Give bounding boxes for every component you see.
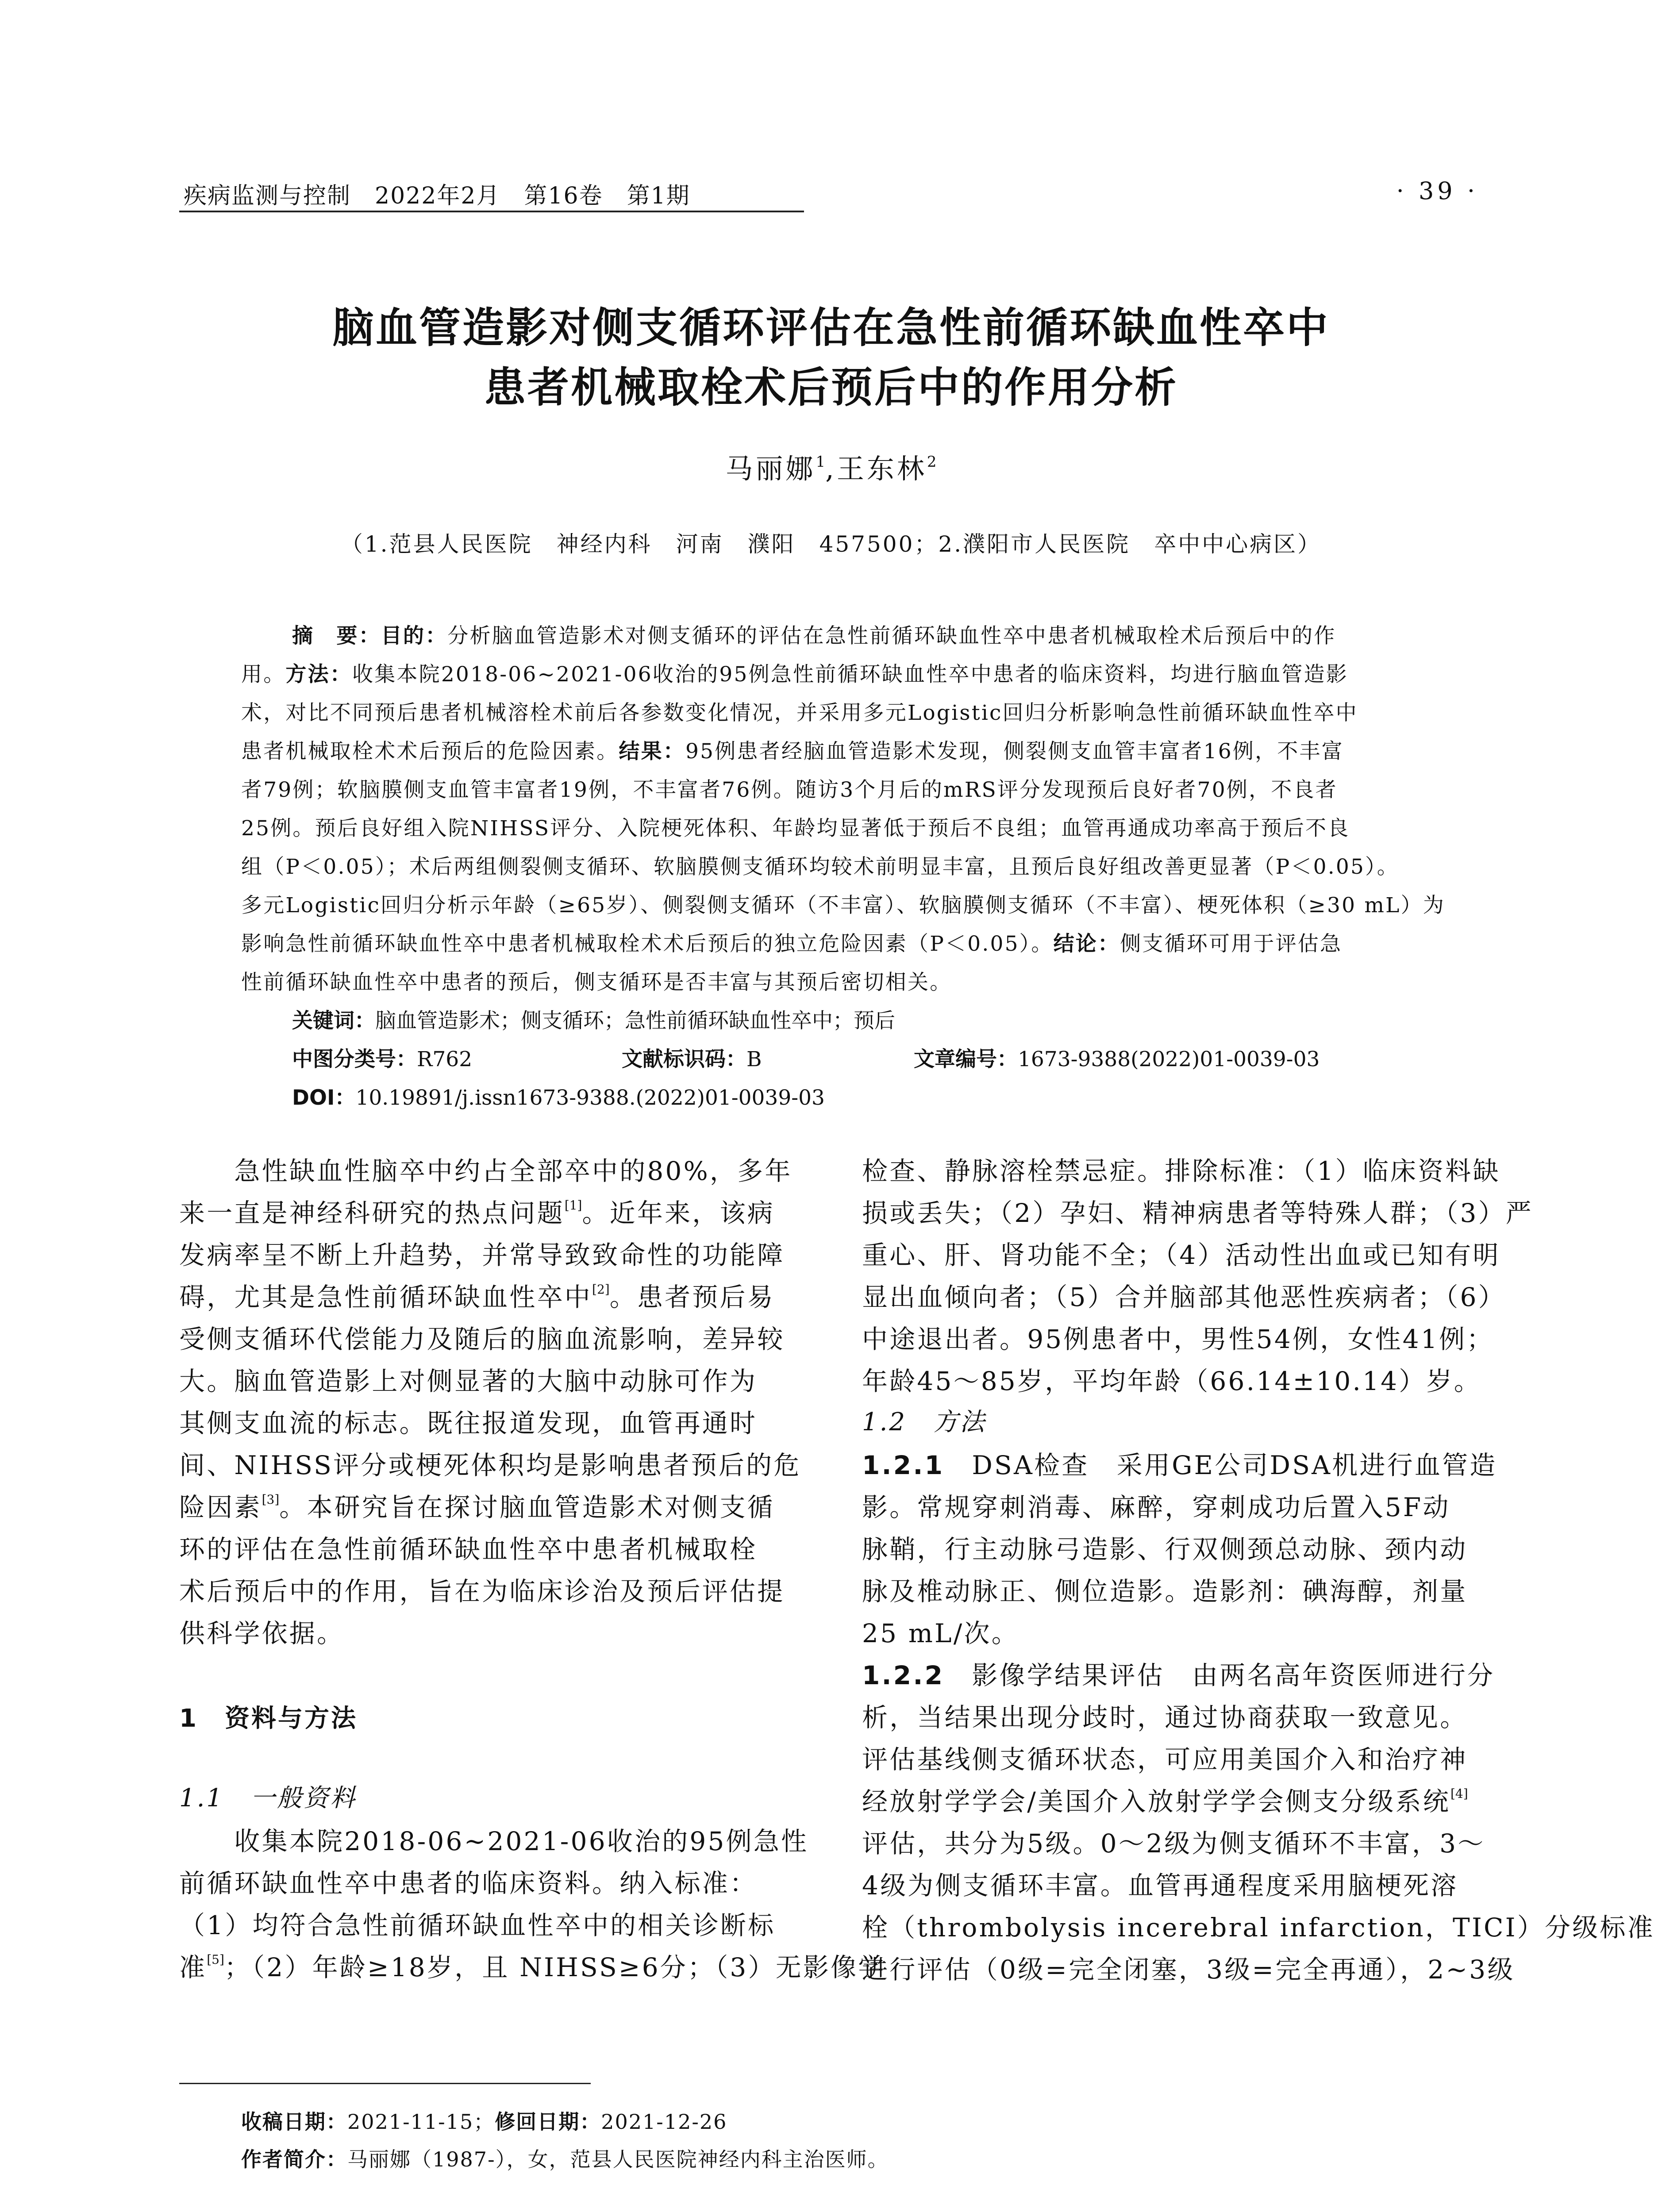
general-text: ；（2）年龄≥18岁，且 NIHSS≥6分；（3）无影像学 xyxy=(224,1952,886,1982)
criteria-line: 损或丢失；（2）孕妇、精神病患者等特殊人群；（3）严 xyxy=(862,1198,1534,1228)
intro-text: 来一直是神经科研究的热点问题 xyxy=(179,1198,565,1228)
imaging-line: 栓（thrombolysis incerebral infarction，TICI）分级标准 xyxy=(862,1912,1655,1943)
doc-code-label: 文献标识码： xyxy=(622,1047,746,1071)
abstract-line: 性前循环缺血性卒中患者的预后，侧支循环是否丰富与其预后密切相关。 xyxy=(241,970,952,995)
dsa-line: 脉及椎动脉正、侧位造影。造影剂：碘海醇，剂量 xyxy=(862,1576,1468,1606)
general-text: 准 xyxy=(179,1952,207,1982)
intro-line: 环的评估在急性前循环缺血性卒中患者机械取栓 xyxy=(179,1534,758,1564)
bio-text: 马丽娜（1987-），女，范县人民医院神经内科主治医师。 xyxy=(347,2147,889,2171)
subsection-heading: 1.1 一般资料 xyxy=(179,1784,357,1813)
doi-label: DOI： xyxy=(292,1086,356,1110)
subsubsection-title: 影像学结果评估 xyxy=(944,1660,1192,1690)
footnote-author-bio xyxy=(241,2143,889,2173)
subsection-heading: 1.2 方法 xyxy=(862,1408,987,1436)
general-line: （1）均符合急性前循环缺血性卒中的相关诊断标 xyxy=(179,1910,776,1940)
objective-label: 目的： xyxy=(381,624,448,648)
imaging-line: 4级为侧支循环丰富。血管再通程度采用脑梗死溶 xyxy=(862,1870,1458,1901)
dsa-line: 脉鞘，行主动脉弓造影、行双侧颈总动脉、颈内动 xyxy=(862,1534,1468,1564)
doi xyxy=(292,1081,825,1111)
intro-text: 碍，尤其是急性前循环缺血性卒中 xyxy=(179,1282,592,1312)
abstract-label: 摘 要： xyxy=(292,624,381,648)
affiliations: （1.范县人民医院 神经内科 河南 濮阳 457500；2.濮阳市人民医院 卒中中心病区） xyxy=(340,531,1322,557)
criteria-line: 重心、肝、肾功能不全；（4）活动性出血或已知有明 xyxy=(862,1240,1500,1270)
article-number-value: 1673-9388(2022)01-0039-03 xyxy=(1018,1047,1320,1071)
subsubsection-number: 1.2.2 xyxy=(862,1660,945,1690)
subsubsection-title: DSA检查 xyxy=(944,1450,1117,1480)
abstract-line xyxy=(241,927,1429,957)
intro-line: 急性缺血性脑卒中约占全部卒中的80%，多年 xyxy=(179,1156,793,1186)
intro-text: 。患者预后易 xyxy=(609,1282,775,1312)
imaging-line: 评估基线侧支循环状态，可应用美国介入和治疗神 xyxy=(862,1744,1468,1774)
intro-line: 间、NIHSS评分或梗死体积均是影响患者预后的危 xyxy=(179,1450,801,1480)
intro-line xyxy=(179,1276,775,1313)
footnote-dates xyxy=(241,2106,727,2135)
doc-code-value: B xyxy=(746,1047,762,1071)
clc-value: R762 xyxy=(417,1047,473,1071)
criteria-line: 年龄45～85岁，平均年龄（66.14±10.14）岁。 xyxy=(862,1366,1481,1396)
revised-label: 修回日期： xyxy=(495,2110,601,2134)
intro-text: 险因素 xyxy=(179,1492,262,1522)
abstract-line: 25例。预后良好组入院NIHSS评分、入院梗死体积、年龄均显著低于预后不良组；血管再通成功率高于预后不良 xyxy=(241,816,1350,841)
imaging-text: 经放射学学会/美国介入放射学学会侧支分级系统 xyxy=(862,1786,1450,1816)
keywords-value: 脑血管造影术；侧支循环；急性前循环缺血性卒中；预后 xyxy=(375,1009,895,1033)
abstract-line xyxy=(241,735,1429,764)
intro-line: 大。脑血管造影上对侧显著的大脑中动脉可作为 xyxy=(179,1366,758,1396)
revised-date: 2021-12-26 xyxy=(601,2110,727,2134)
received-date: 2021-11-15； xyxy=(347,2110,495,2134)
abstract-line: 者79例；软脑膜侧支血管丰富者19例，不丰富者76例。随访3个月后的mRS评分发现预后良好者70例，不良者 xyxy=(241,778,1338,802)
doi-value: 10.19891/j.issn1673-9388.(2022)01-0039-03 xyxy=(355,1086,825,1110)
intro-line: 发病率呈不断上升趋势，并常导致致命性的功能障 xyxy=(179,1240,785,1270)
article-title-line-2: 患者机械取栓术后预后中的作用分析 xyxy=(484,364,1178,412)
criteria-line: 检查、静脉溶栓禁忌症。排除标准：（1）临床资料缺 xyxy=(862,1156,1500,1186)
section-heading: 1 资料与方法 xyxy=(179,1704,358,1733)
page-number: · 39 · xyxy=(1396,177,1478,205)
intro-line: 其侧支血流的标志。既往报道发现，血管再通时 xyxy=(179,1408,758,1438)
affiliation-marker: 1 xyxy=(816,453,826,471)
imaging-line: 评估，共分为5级。0～2级为侧支循环不丰富，3～ xyxy=(862,1828,1485,1859)
citation-ref: [2] xyxy=(592,1282,610,1297)
criteria-line: 显出血倾向者；（5）合并脑部其他恶性疾病者；（6） xyxy=(862,1282,1506,1312)
citation-ref: [1] xyxy=(564,1198,582,1213)
intro-line xyxy=(179,1192,775,1229)
article-title-line-1: 脑血管造影对侧支循环评估在急性前循环缺血性卒中 xyxy=(332,304,1330,352)
author-list xyxy=(0,447,1662,486)
document-code xyxy=(622,1043,762,1072)
dsa-line: 25 mL/次。 xyxy=(862,1618,1019,1648)
dsa-line xyxy=(862,1444,1497,1482)
abstract-text: 影响急性前循环缺血性卒中患者机械取栓术术后预后的独立危险因素（P＜0.05）。 xyxy=(241,932,1054,956)
criteria-line: 中途退出者。95例患者中，男性54例，女性41例； xyxy=(862,1324,1494,1354)
citation-ref: [4] xyxy=(1450,1786,1468,1801)
intro-text: 。近年来，该病 xyxy=(582,1198,775,1228)
imaging-line: 析，当结果出现分歧时，通过协商获取一致意见。 xyxy=(862,1702,1468,1732)
author-name: 马丽娜 xyxy=(725,453,816,485)
general-line xyxy=(179,1947,886,1984)
general-line: 收集本院2018-06~2021-06收治的95例急性 xyxy=(179,1826,809,1856)
abstract-text: 收集本院2018-06~2021-06收治的95例急性前循环缺血性卒中患者的临床资料，均进行脑血管造影 xyxy=(352,662,1348,687)
article-number xyxy=(914,1043,1320,1072)
citation-ref: [5] xyxy=(207,1952,224,1967)
intro-line xyxy=(179,1486,775,1524)
dsa-line: 影。常规穿刺消毒、麻醉，穿刺成功后置入5F动 xyxy=(862,1492,1450,1522)
footnote-rule xyxy=(179,2083,591,2084)
clc-number xyxy=(292,1043,472,1072)
methods-label: 方法： xyxy=(285,662,353,687)
imaging-text: 由两名高年资医师进行分 xyxy=(1192,1660,1495,1690)
subsubsection-number: 1.2.1 xyxy=(862,1450,945,1480)
keywords xyxy=(292,1004,895,1034)
abstract-text: 95例患者经脑血管造影术发现，侧裂侧支血管丰富者16例，不丰富 xyxy=(685,739,1344,764)
abstract-line: 多元Logistic回归分析示年龄（≥65岁）、侧裂侧支循环（不丰富）、软脑膜侧支循环（不丰富）、梗死体积（≥30 mL）为 xyxy=(241,893,1445,918)
abstract-line: 术，对比不同预后患者机械溶栓术前后各参数变化情况，并采用多元Logistic回归分析影响急性前循环缺血性卒中 xyxy=(241,701,1358,725)
imaging-line xyxy=(862,1781,1468,1818)
abstract-text: 侧支循环可用于评估急 xyxy=(1120,932,1343,956)
intro-line: 供科学依据。 xyxy=(179,1618,345,1648)
intro-line: 受侧支循环代偿能力及随后的脑血流影响，差异较 xyxy=(179,1324,785,1354)
intro-text: 。本研究旨在探讨脑血管造影术对侧支循 xyxy=(279,1492,775,1522)
author-separator: , xyxy=(825,453,837,485)
imaging-line xyxy=(862,1655,1495,1692)
dsa-text: 采用GE公司DSA机进行血管造 xyxy=(1116,1450,1497,1480)
author-name: 王东林 xyxy=(836,453,927,485)
abstract-text: 分析脑血管造影术对侧支循环的评估在急性前循环缺血性卒中患者机械取栓术后预后中的作 xyxy=(447,624,1336,648)
abstract-text: 用。 xyxy=(241,662,286,687)
article-number-label: 文章编号： xyxy=(914,1047,1018,1071)
affiliation-marker: 2 xyxy=(927,453,937,471)
received-label: 收稿日期： xyxy=(241,2110,347,2134)
results-label: 结果： xyxy=(619,739,686,764)
bio-label: 作者简介： xyxy=(241,2147,347,2171)
abstract-line: 组（P＜0.05）；术后两组侧裂侧支循环、软脑膜侧支循环均较术前明显丰富，且预后良好组改善更显著（P＜0.05）。 xyxy=(241,855,1399,879)
citation-ref: [3] xyxy=(262,1492,280,1507)
imaging-line: 进行评估（0级=完全闭塞，3级=完全再通），2~3级 xyxy=(862,1955,1515,1985)
abstract-text: 患者机械取栓术术后预后的危险因素。 xyxy=(241,739,619,764)
abstract-line xyxy=(292,619,1429,649)
conclusion-label: 结论： xyxy=(1053,932,1120,956)
abstract-line xyxy=(241,658,1429,687)
keywords-label: 关键词： xyxy=(292,1009,375,1033)
intro-line: 术后预后中的作用，旨在为临床诊治及预后评估提 xyxy=(179,1576,785,1606)
running-header-journal: 疾病监测与控制 2022年2月 第16卷 第1期 xyxy=(184,183,690,209)
clc-label: 中图分类号： xyxy=(292,1047,417,1071)
header-rule xyxy=(179,211,804,212)
general-line: 前循环缺血性卒中患者的临床资料。纳入标准： xyxy=(179,1868,758,1898)
